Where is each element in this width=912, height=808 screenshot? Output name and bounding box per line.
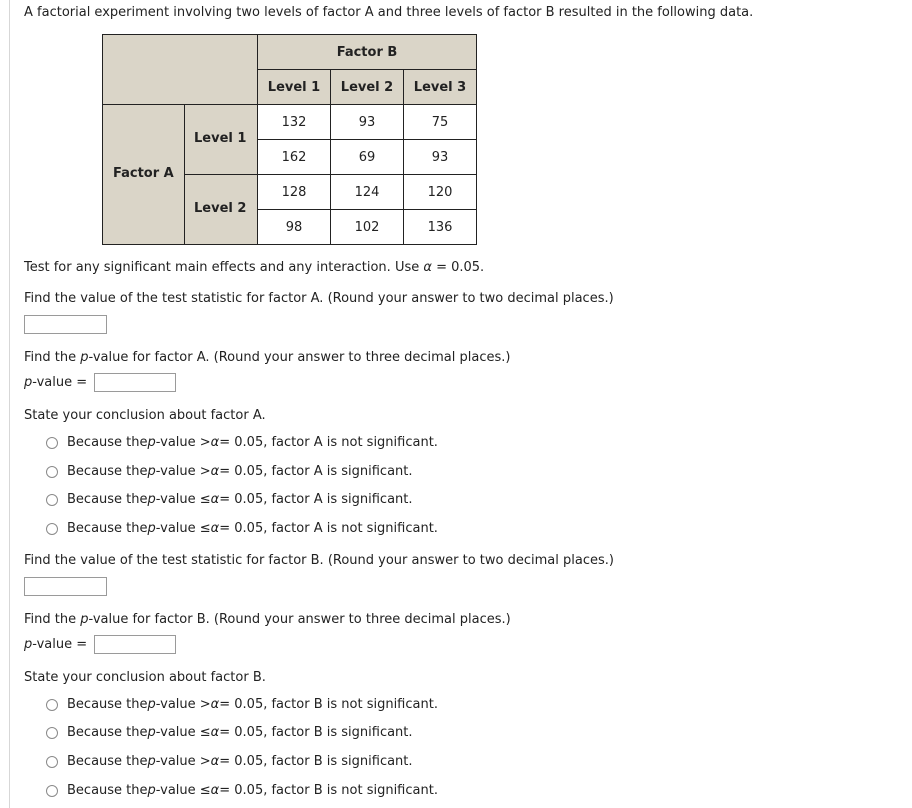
factor-a-stat-question: Find the value of the test statistic for factor A. (Round your answer to two decimal places.) (24, 291, 614, 306)
table-cell: 98 (257, 209, 331, 245)
col-level-1: Level 1 (257, 69, 331, 105)
factor-a-option-2[interactable]: Because the p -value > α = 0.05, factor A is significant. (46, 464, 413, 479)
table-cell: 120 (403, 174, 477, 210)
table-cell: 102 (330, 209, 404, 245)
table-cell: 162 (257, 139, 331, 175)
row-level-1-label: Level 1 (194, 131, 247, 146)
table-cell: 93 (330, 104, 404, 140)
factor-b-pvalue-question: Find the p-value for factor B. (Round your answer to three decimal places.) (24, 612, 511, 627)
radio-button[interactable] (46, 494, 58, 506)
factor-a-stat-input[interactable] (24, 315, 107, 334)
factor-a-pvalue-input[interactable] (94, 373, 176, 392)
radio-button[interactable] (46, 785, 58, 797)
radio-button[interactable] (46, 727, 58, 739)
table-cell: 124 (330, 174, 404, 210)
data-table (102, 34, 477, 245)
problem-intro: A factorial experiment involving two levels of factor A and three levels of factor B resulted in the following data. (24, 5, 754, 20)
table-cell: 75 (403, 104, 477, 140)
factor-b-conclusion-question: State your conclusion about factor B. (24, 670, 266, 685)
alpha-symbol: α (423, 260, 432, 275)
factor-a-option-4[interactable]: Because the p -value ≤ α = 0.05, factor A is not significant. (46, 521, 438, 536)
factor-b-pvalue-label: p-value = (24, 637, 88, 652)
factor-b-option-4[interactable]: Because the p -value ≤ α = 0.05, factor B is not significant. (46, 783, 438, 798)
table-cell: 128 (257, 174, 331, 210)
table-corner (102, 34, 258, 105)
factor-a-pvalue-label: p-value = (24, 375, 88, 390)
left-border (9, 0, 10, 808)
factor-a-conclusion-question: State your conclusion about factor A. (24, 408, 266, 423)
table-cell: 93 (403, 139, 477, 175)
factor-a-option-1[interactable]: Because the p -value > α = 0.05, factor A is not significant. (46, 435, 438, 450)
col-level-3: Level 3 (403, 69, 477, 105)
radio-button[interactable] (46, 437, 58, 449)
col-level-2: Level 2 (330, 69, 404, 105)
radio-button[interactable] (46, 466, 58, 478)
table-cell: 136 (403, 209, 477, 245)
radio-button[interactable] (46, 523, 58, 535)
factor-b-option-3[interactable]: Because the p -value > α = 0.05, factor B is significant. (46, 754, 413, 769)
table-cell: 69 (330, 139, 404, 175)
factor-b-option-1[interactable]: Because the p -value > α = 0.05, factor B is not significant. (46, 697, 438, 712)
radio-button[interactable] (46, 756, 58, 768)
factor-b-header: Factor B (257, 34, 477, 70)
factor-a-pvalue-question: Find the p-value for factor A. (Round your answer to three decimal places.) (24, 350, 511, 365)
factor-b-stat-question: Find the value of the test statistic for factor B. (Round your answer to two decimal places.) (24, 553, 614, 568)
factor-b-pvalue-input[interactable] (94, 635, 176, 654)
radio-button[interactable] (46, 699, 58, 711)
factor-b-stat-input[interactable] (24, 577, 107, 596)
factor-a-label: Factor A (113, 166, 174, 181)
factor-b-option-2[interactable]: Because the p -value ≤ α = 0.05, factor B is significant. (46, 725, 413, 740)
table-cell: 132 (257, 104, 331, 140)
test-instruction: Test for any significant main effects and any interaction. Use α = 0.05. (24, 260, 485, 275)
row-level-2-label: Level 2 (194, 201, 247, 216)
factor-a-option-3[interactable]: Because the p -value ≤ α = 0.05, factor A is significant. (46, 492, 413, 507)
